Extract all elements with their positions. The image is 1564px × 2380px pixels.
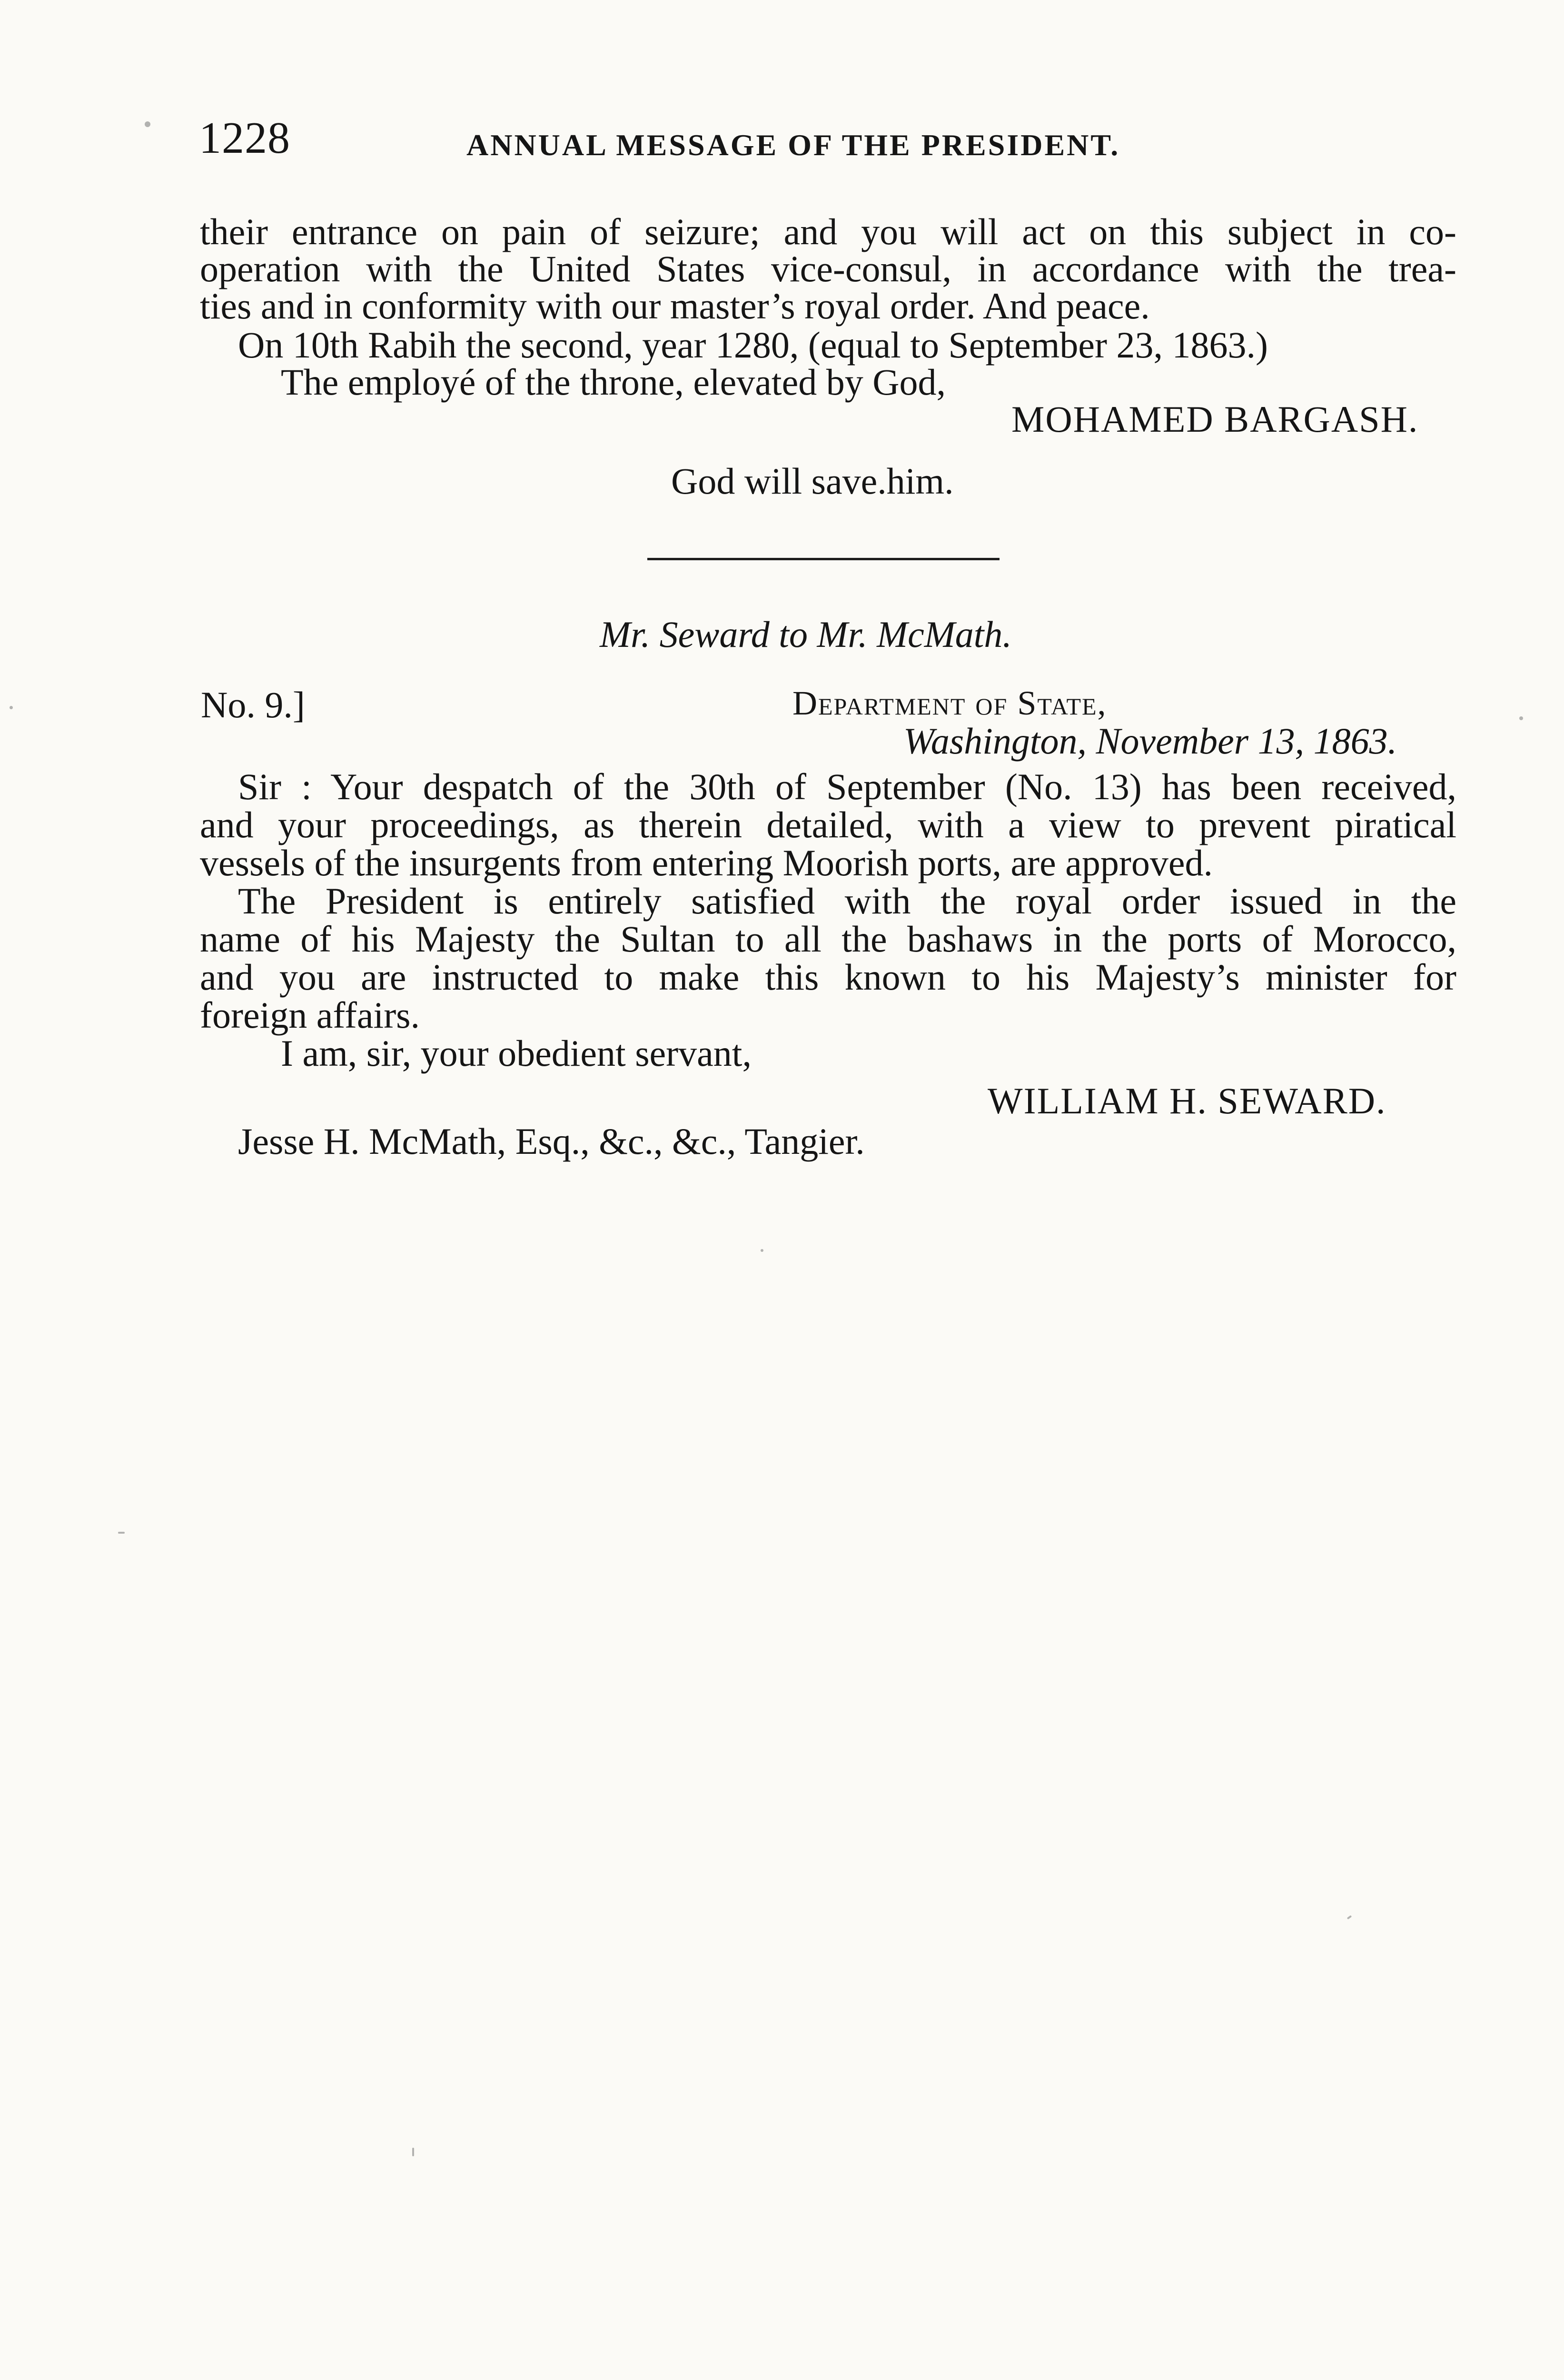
opening-line-5: The employé of the throne, elevated by God, — [281, 361, 946, 403]
recipient-line: Jesse H. McMath, Esq., &c., &c., Tangier. — [238, 1121, 865, 1162]
running-head: ANNUAL MESSAGE OF THE PRESIDENT. — [466, 128, 1120, 162]
scan-speck — [118, 1532, 125, 1534]
scan-speck — [1347, 1915, 1352, 1919]
scan-speck — [10, 706, 13, 709]
letter-line-4: The President is entirely satisfied with the royal order issued in the — [238, 880, 1456, 922]
page-number: 1228 — [199, 113, 290, 163]
scan-speck — [761, 1249, 763, 1252]
opening-line-4: On 10th Rabih the second, year 1280, (equal to September 23, 1863.) — [238, 324, 1268, 366]
department: Department of State, — [792, 684, 1107, 722]
closing-note: God will save.him. — [671, 460, 954, 502]
scan-speck — [412, 2148, 414, 2156]
letter-line-8: I am, sir, your obedient servant, — [281, 1032, 752, 1074]
signature-william-seward: WILLIAM H. SEWARD. — [988, 1080, 1386, 1121]
section-divider — [647, 558, 1000, 560]
opening-line-2: operation with the United States vice-consul, in accordance with the trea- — [200, 248, 1456, 289]
signature-mohamed-bargash: MOHAMED BARGASH. — [1011, 398, 1419, 440]
letter-number: No. 9.] — [201, 684, 305, 725]
letter-line-6: and you are instructed to make this known to his Majesty’s minister for — [200, 956, 1456, 998]
opening-line-3: ties and in conformity with our master’s royal order. And peace. — [200, 285, 1150, 327]
letter-line-7: foreign affairs. — [200, 994, 420, 1036]
letter-heading: Mr. Seward to Mr. McMath. — [600, 614, 1012, 655]
letter-line-3: vessels of the insurgents from entering Moorish ports, are approved. — [200, 842, 1213, 883]
letter-date: Washington, November 13, 1863. — [903, 720, 1397, 762]
opening-line-1: their entrance on pain of seizure; and you will act on this subject in co- — [200, 211, 1456, 252]
letter-line-2: and your proceedings, as therein detailed, with a view to prevent piratical — [200, 804, 1456, 845]
letter-line-1: Sir : Your despatch of the 30th of September (No. 13) has been received, — [238, 766, 1456, 807]
letter-line-5: name of his Majesty the Sultan to all the bashaws in the ports of Morocco, — [200, 918, 1456, 960]
scan-speck — [1519, 716, 1523, 720]
scan-speck — [145, 121, 150, 127]
